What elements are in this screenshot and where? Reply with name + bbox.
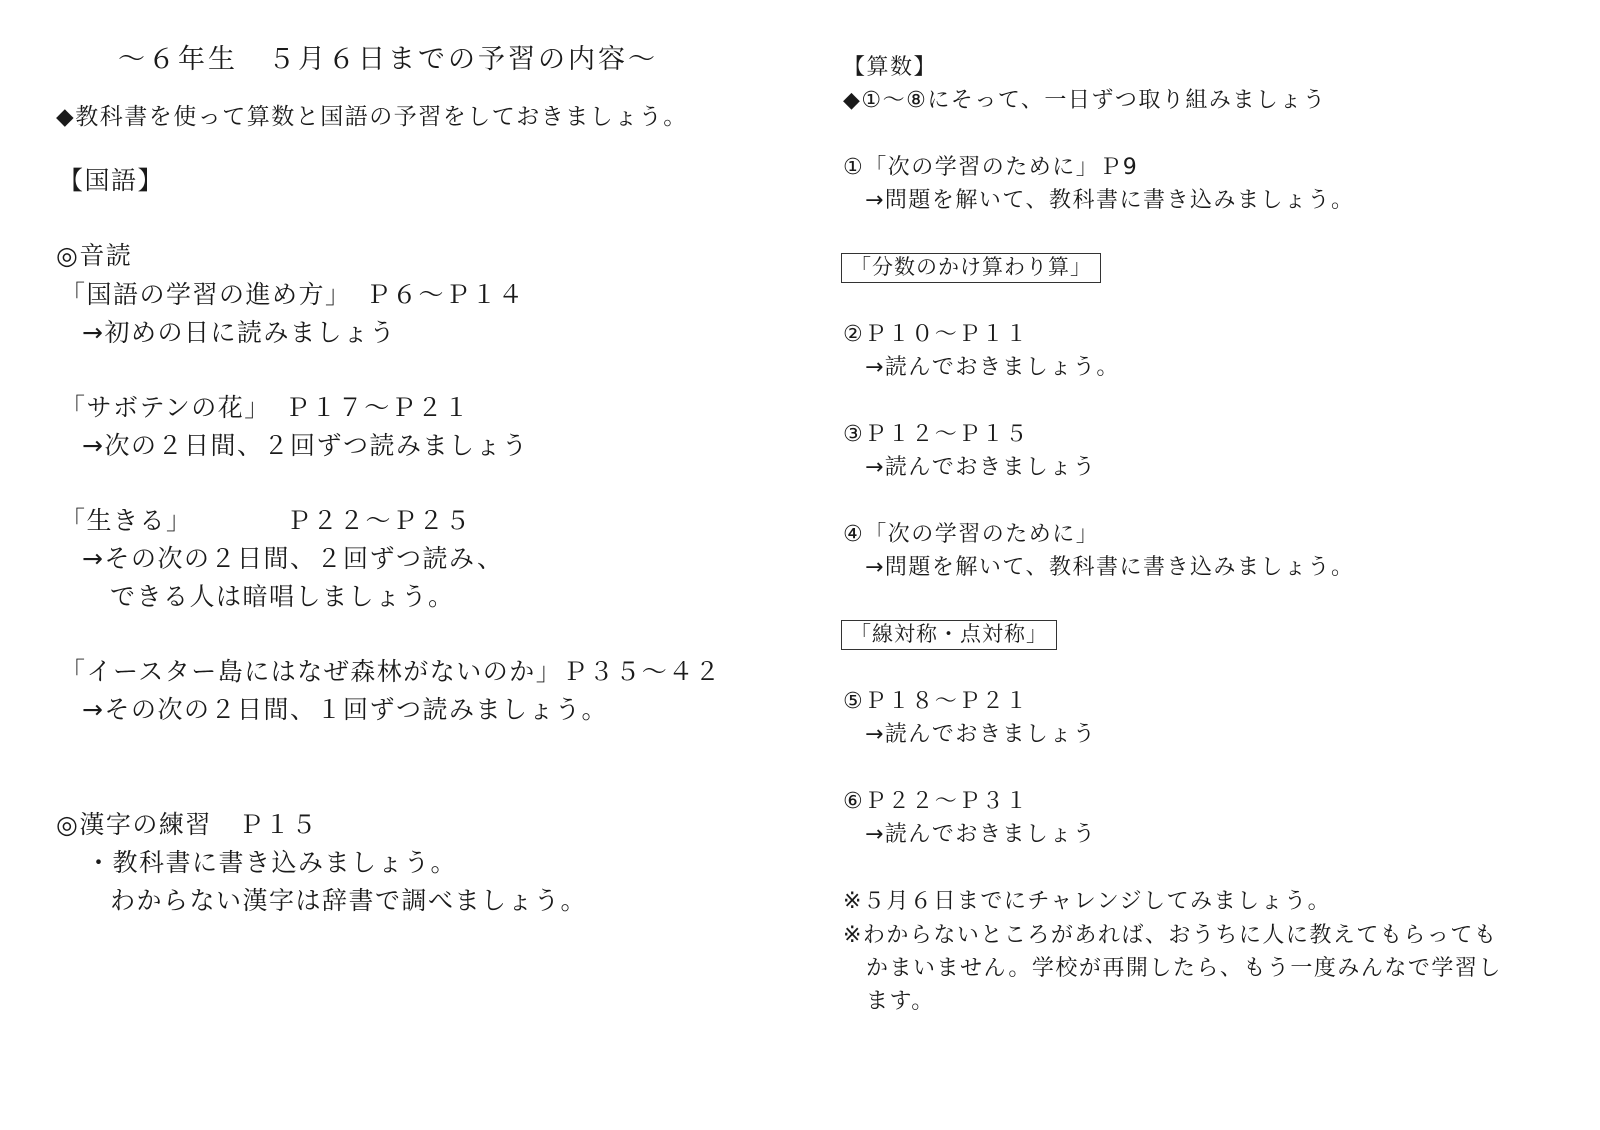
- sansu-item-title: ⑥Ｐ２２～Ｐ３１: [843, 789, 1029, 814]
- unit-label-fractions: 「分数のかけ算わり算」: [841, 253, 1101, 283]
- sansu-item-title: ⑤Ｐ１８～Ｐ２１: [843, 689, 1029, 714]
- intro-text: ◆教科書を使って算数と国語の予習をしておきましょう。: [56, 104, 688, 130]
- kokugo-item-title: 「イースター島にはなぜ森林がないのか」Ｐ３５～４２: [60, 657, 722, 686]
- sansu-item-note: →読んでおきましょう: [865, 455, 1097, 480]
- kokugo-item-title: 「サボテンの花」 Ｐ１７～Ｐ２１: [60, 393, 471, 422]
- kokugo-item-note: できる人は暗唱しましょう。: [110, 582, 455, 611]
- ondoku-heading: ◎音読: [56, 241, 133, 270]
- sansu-item-title: ③Ｐ１２～Ｐ１５: [843, 422, 1029, 447]
- sansu-item-title: ①「次の学習のために」Ｐ9: [843, 155, 1139, 180]
- kanji-heading: ◎漢字の練習 Ｐ１５: [56, 810, 318, 839]
- sansu-item-note: →読んでおきましょう: [865, 822, 1097, 847]
- footnote: ます。: [866, 989, 935, 1014]
- kokugo-item-note: →初めの日に読みましょう: [82, 318, 396, 347]
- sansu-item-title: ④「次の学習のために」: [843, 522, 1100, 547]
- page-title: ～６年生 ５月６日までの予習の内容～: [118, 44, 658, 75]
- kanji-note: ・教科書に書き込みましょう。: [86, 848, 458, 877]
- unit-label-symmetry: 「線対称・点対称」: [841, 620, 1057, 650]
- sansu-item-note: →読んでおきましょう: [865, 722, 1097, 747]
- sansu-item-note: →問題を解いて、教科書に書き込みましょう。: [865, 188, 1355, 213]
- kokugo-heading: 【国語】: [58, 166, 165, 195]
- footnote: ※５月６日までにチャレンジしてみましょう。: [843, 889, 1332, 914]
- kokugo-item-title: 「生きる」 Ｐ２２～Ｐ２５: [60, 506, 472, 535]
- kokugo-item-note: →その次の２日間、２回ずつ読み、: [82, 544, 504, 573]
- kokugo-item-title: 「国語の学習の進め方」 Ｐ６～Ｐ１４: [60, 280, 525, 309]
- sansu-heading: 【算数】: [843, 55, 938, 80]
- sansu-item-note: →読んでおきましょう。: [865, 355, 1120, 380]
- kanji-note: わからない漢字は辞書で調べましょう。: [110, 886, 588, 915]
- footnote: かまいません。学校が再開したら、もう一度みんなで学習し: [866, 956, 1502, 981]
- kokugo-item-note: →その次の２日間、１回ずつ読みましょう。: [82, 695, 608, 724]
- sansu-item-title: ②Ｐ１０～Ｐ１１: [843, 322, 1029, 347]
- sansu-intro: ◆①～⑧にそって、一日ずつ取り組みましょう: [843, 88, 1327, 113]
- footnote: ※わからないところがあれば、おうちに人に教えてもらっても: [843, 923, 1498, 948]
- sansu-item-note: →問題を解いて、教科書に書き込みましょう。: [865, 555, 1355, 580]
- kokugo-item-note: →次の２日間、２回ずつ読みましょう: [82, 431, 529, 460]
